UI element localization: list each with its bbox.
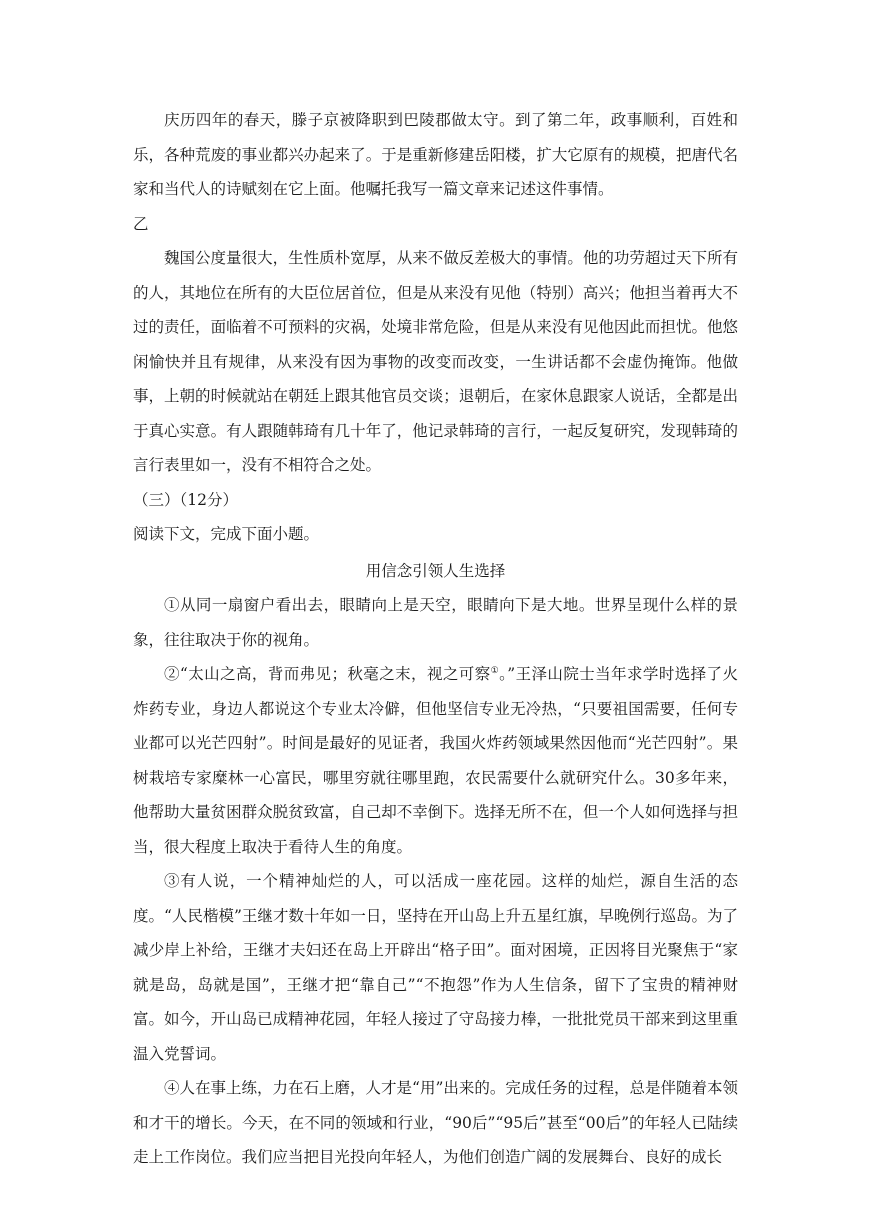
- yi-label: 乙: [133, 214, 149, 233]
- essay-paragraph-3: ③有人说，一个精神灿烂的人，可以活成一座花园。这样的灿烂，源自生活的态度。“人民楷模”王继才数十年如一日，坚持在开山岛上升五星红旗，早晚例行巡岛。为了减少岸上补给，王继才夫妇还在岛上开辟出“格子田”。面对困境，正因将目光聚焦于“家就是岛，岛就是国”，王继才把“靠自己”“不抱怨”作为人生信条，留下了宝贵的精神财富。如今，开山岛已成精神花园，年轻人接过了守岛接力棒，一批批党员干部来到这里重温入党誓词。: [133, 872, 738, 1063]
- footnote-marker: ①: [490, 665, 500, 676]
- section-heading: （三）（12分）: [133, 490, 238, 509]
- reading-instruction: 阅读下文，完成下面小题。: [133, 525, 320, 543]
- essay-paragraph-2: [133, 657, 738, 864]
- yi-translation-paragraph: 魏国公度量很大，生性质朴宽厚，从来不做反差极大的事情。他的功劳超过天下所有的人，其地位在所有的大臣位居首位，但是从来没有见他（特别）高兴；他担当着再大不过的责任，面临着不可预料的灾祸，处境非常危险，但是从来没有见他因此而担忧。他悠闲愉快并且有规律，从来没有因为事物的改变而改变，一生讲话都不会虚伪掩饰。他做事，上朝的时候就站在朝廷上跟其他官员交谈；退朝后，在家休息跟家人说话，全都是出于真心实意。有人跟随韩琦有几十年了，他记录韩琦的言行，一起反复研究，发现韩琦的言行表里如一，没有不相符合之处。: [133, 249, 738, 474]
- jia-translation-paragraph: 庆历四年的春天，滕子京被降职到巴陵郡做太守。到了第二年，政事顺利，百姓和乐，各种荒废的事业都兴办起来了。于是重新修建岳阳楼，扩大它原有的规模，把唐代名家和当代人的诗赋刻在它上面。他嘱托我写一篇文章来记述这件事情。: [133, 111, 738, 198]
- document-body: [133, 103, 738, 1175]
- paragraph-2-body: 。”王泽山院士当年求学时选择了火炸药专业，身边人都说这个专业太冷僻，但他坚信专业无冷热，“只要祖国需要，任何专业都可以光芒四射”。时间是最好的见证者，我国火炸药领域果然因他而“光芒四射”。果树栽培专家糜林一心富民，哪里穷就往哪里跑，农民需要什么就研究什么。30多年来，他帮助大量贫困群众脱贫致富，自己却不幸倒下。选择无所不在，但一个人如何选择与担当，很大程度上取决于看待人生的角度。: [133, 665, 738, 856]
- paragraph-2-quote-start: ②“太山之高，背而弗见；秋毫之末，视之可察: [164, 665, 491, 683]
- essay-title: 用信念引领人生选择: [365, 561, 506, 580]
- essay-paragraph-4: ④人在事上练，力在石上磨，人才是“用”出来的。完成任务的过程，总是伴随着本领和才干的增长。今天，在不同的领域和行业，“90后”“95后”甚至“00后”的年轻人已陆续走上工作岗位。我们应当把目光投向年轻人，为他们创造广阔的发展舞台、良好的成长: [133, 1079, 738, 1166]
- essay-paragraph-1: ①从同一扇窗户看出去，眼睛向上是天空，眼睛向下是大地。世界呈现什么样的景象，往往取决于你的视角。: [133, 596, 738, 649]
